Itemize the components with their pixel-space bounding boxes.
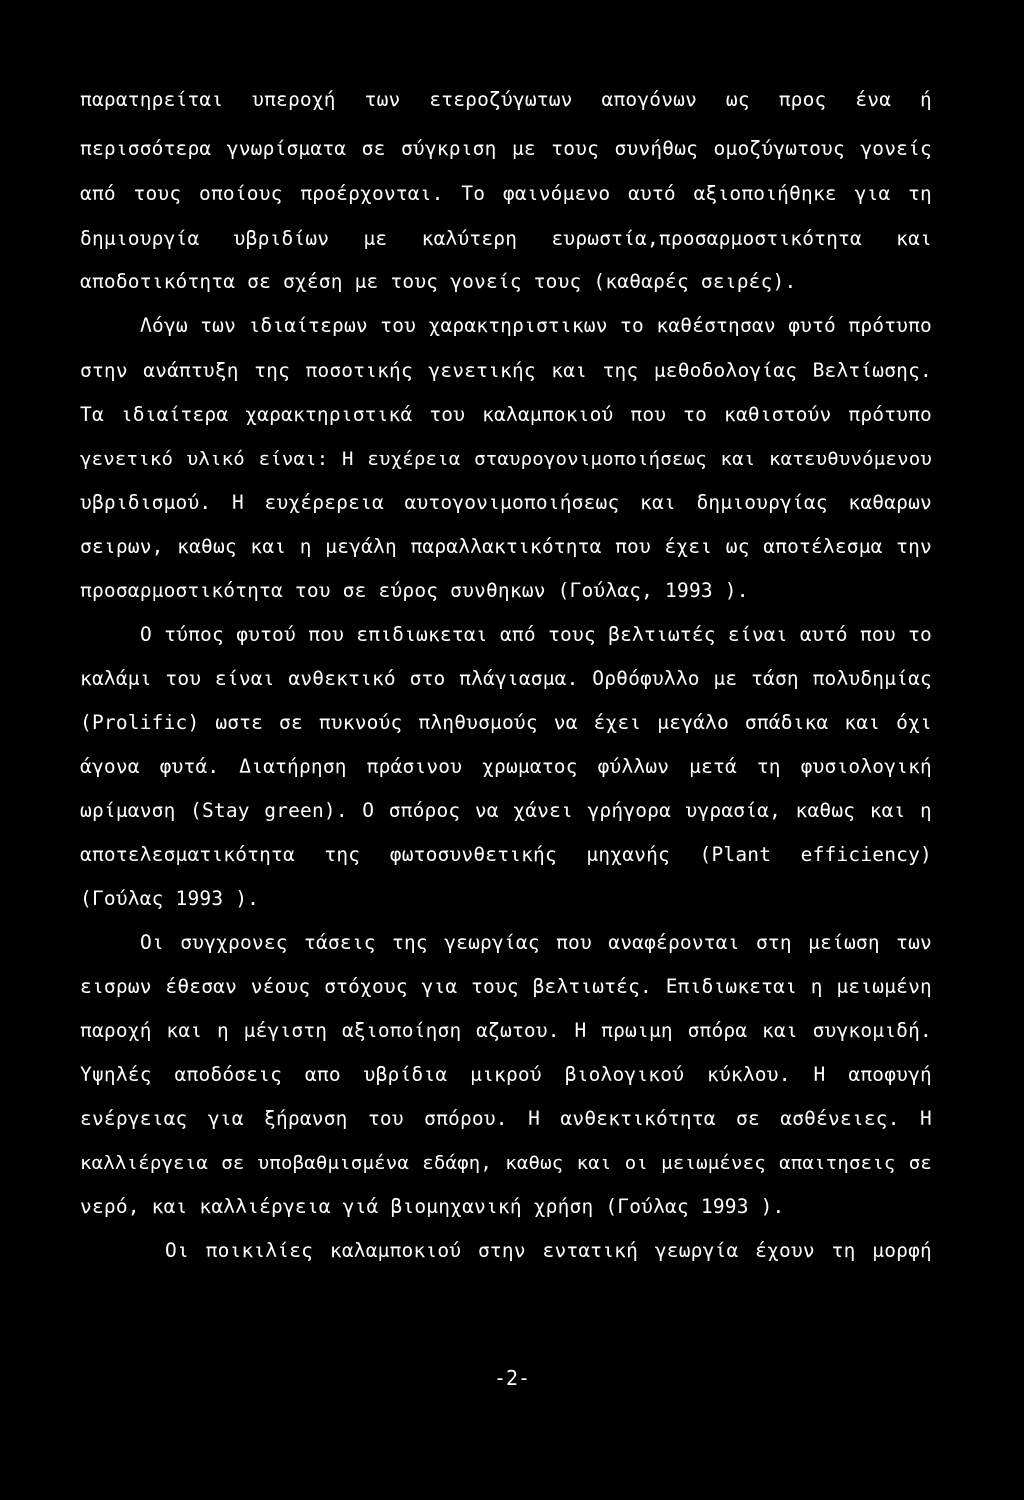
text-line: γενετικό υλικό είναι: Η ευχέρεια σταυρογονιμοποιήσεως και κατευθυνόμενου [80, 448, 932, 470]
text-line: καλάμι του είναι ανθεκτικό στο πλάγιασμα. Ορθόφυλλο με τάση πολυδημίας [80, 667, 932, 690]
text-line: αποτελεσματικότητα της φωτοσυνθετικής μηχανής (Plant efficiency) [80, 843, 932, 866]
text-line: άγονα φυτά. Διατήρηση πράσινου χρωματος φύλλων μετά τη φυσιολογική [80, 755, 932, 778]
text-line: σειρων, καθως και η μεγάλη παραλλακτικότητα που έχει ως αποτέλεσμα την [80, 535, 932, 558]
text-line: παροχή και η μέγιστη αξιοποίηση αζωτου. Η πρωιμη σπόρα και συγκομιδή. [80, 1019, 932, 1042]
text-line: Υψηλές αποδόσεις απο υβρίδια μικρού βιολογικού κύκλου. Η αποφυγή [80, 1063, 932, 1086]
text-line: υβριδισμού. Η ευχέρερεια αυτογονιμοποιήσεως και δημιουργίας καθαρων [80, 491, 932, 514]
text-line: από τους οποίους προέρχονται. Το φαινόμενο αυτό αξιοποιήθηκε για τη [80, 182, 932, 205]
text-line: Λόγω των ιδιαίτερων του χαρακτηριστικων το καθέστησαν φυτό πρότυπο [140, 314, 932, 337]
text-line: Οι ποικιλίες καλαμποκιού στην εντατική γεωργία έχουν τη μορφή [165, 1239, 932, 1262]
text-line: προσαρμοστικότητα του σε εύρος συνθηκων (Γούλας, 1993 ). [80, 579, 749, 602]
text-line: περισσότερα γνωρίσματα σε σύγκριση με τους συνήθως ομοζύγωτους γονείς [80, 137, 932, 160]
text-line: παρατηρείται υπεροχή των ετεροζύγωτων απογόνων ως προς ένα ή [80, 88, 932, 111]
text-line: δημιουργία υβριδίων με καλύτερη ευρωστία,προσαρμοστικότητα και [80, 227, 932, 250]
text-line: καλλιέργεια σε υποβαθμισμένα εδάφη, καθως και οι μειωμένες απαιτησεις σε [80, 1152, 932, 1174]
page-number: -2- [493, 1366, 531, 1390]
text-line: ωρίμανση (Stay green). Ο σπόρος να χάνει γρήγορα υγρασία, καθως και η [80, 799, 932, 822]
text-line: αποδοτικότητα σε σχέση με τους γονείς τους (καθαρές σειρές). [80, 270, 797, 293]
text-line: στην ανάπτυξη της ποσοτικής γενετικής και της μεθοδολογίας Βελτίωσης. [80, 359, 932, 382]
text-line: εισρων έθεσαν νέους στόχους για τους βελτιωτές. Επιδιωκεται η μειωμένη [80, 975, 932, 998]
text-line: νερό, και καλλιέργεια γιά βιομηχανική χρήση (Γούλας 1993 ). [80, 1195, 785, 1218]
text-line: ενέργειας για ξήρανση του σπόρου. Η ανθεκτικότητα σε ασθένειες. Η [80, 1107, 932, 1130]
text-line: Οι συγχρονες τάσεις της γεωργίας που αναφέρονται στη μείωση των [140, 931, 932, 954]
text-line: Τα ιδιαίτερα χαρακτηριστικά του καλαμποκιού που το καθιστούν πρότυπο [80, 403, 932, 426]
text-line: (Γούλας 1993 ). [80, 887, 260, 910]
text-line: (Prolific) ωστε σε πυκνούς πληθυσμούς να έχει μεγάλο σπάδικα και όχι [80, 711, 932, 734]
text-line: Ο τύπος φυτού που επιδιωκεται από τους βελτιωτές είναι αυτό που το [140, 623, 932, 646]
